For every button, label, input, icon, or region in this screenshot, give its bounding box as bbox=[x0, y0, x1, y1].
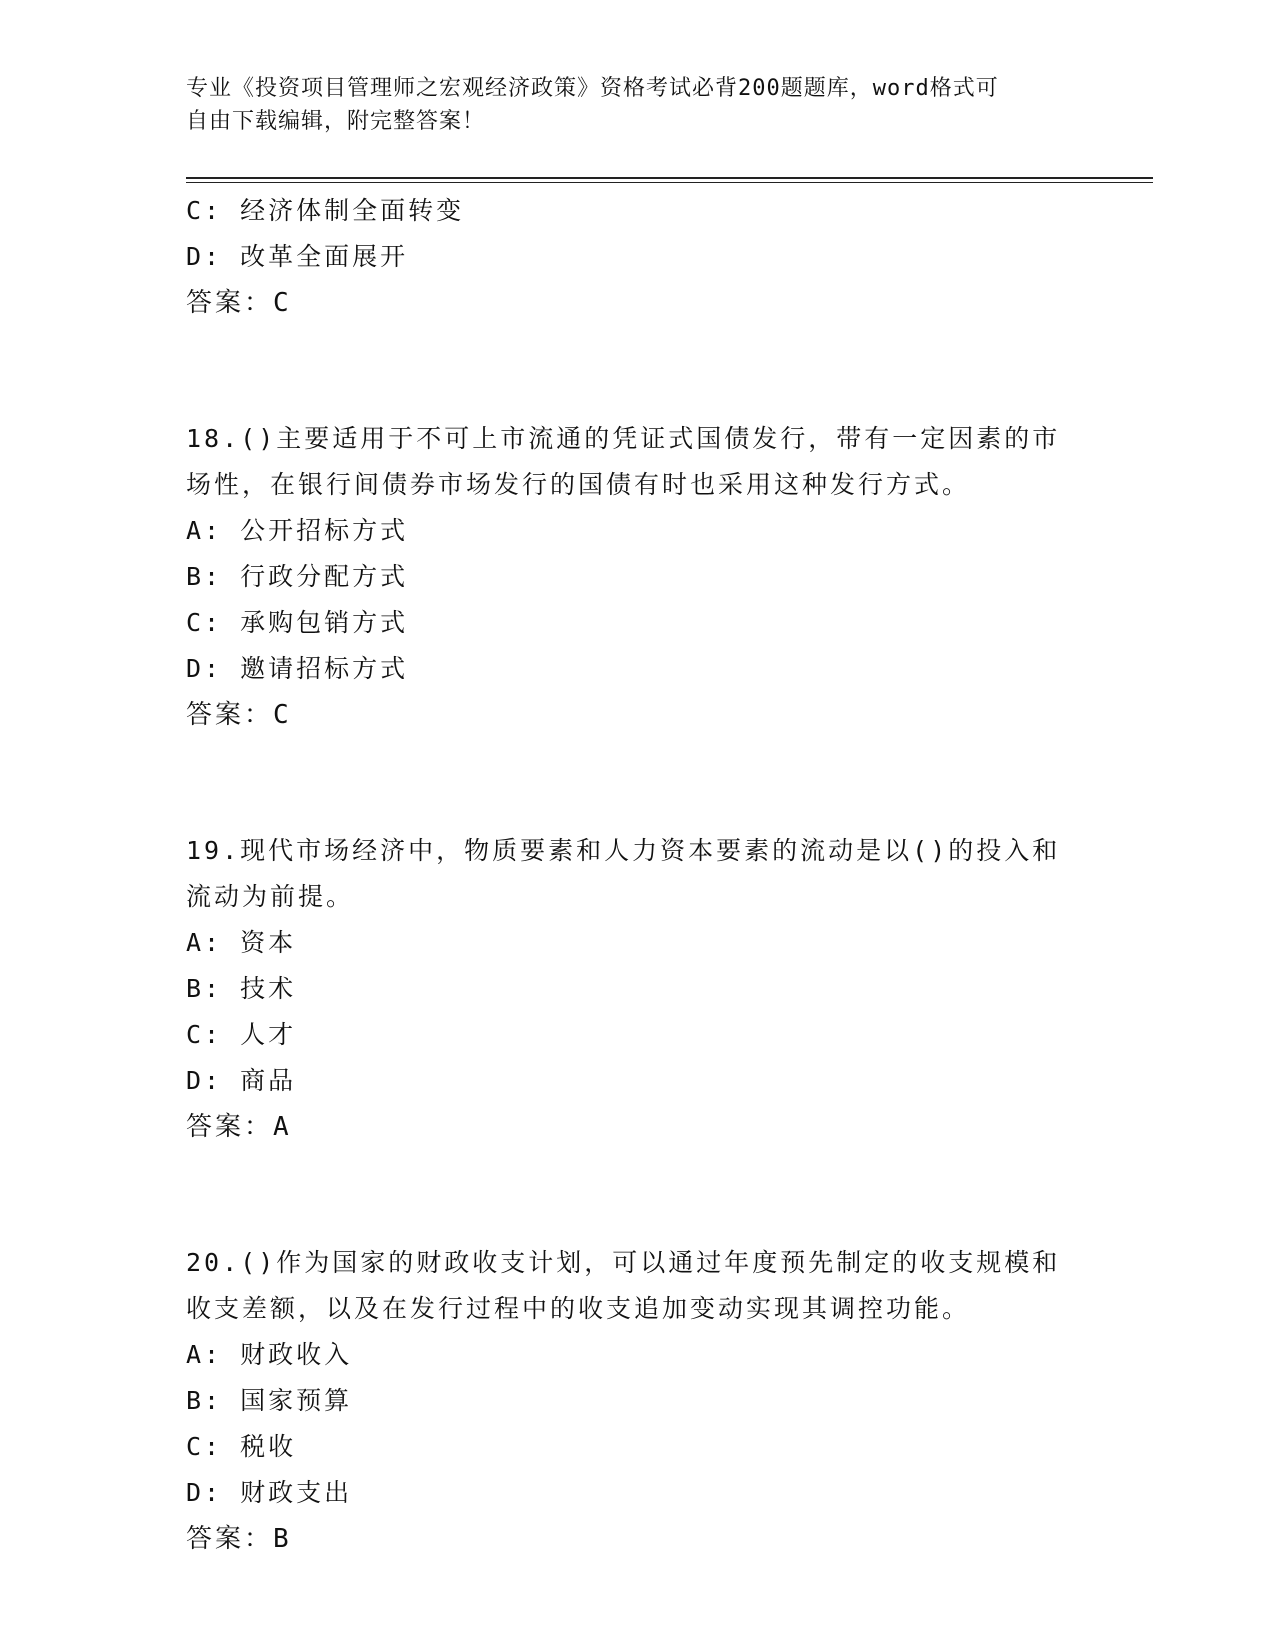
option-b: B: 技术 bbox=[186, 974, 297, 1003]
option-d: D: 邀请招标方式 bbox=[186, 654, 409, 683]
option-b: B: 国家预算 bbox=[186, 1386, 353, 1415]
question-text-line-2: 流动为前提。 bbox=[186, 882, 355, 911]
question-text-line-1: 18.()主要适用于不可上市流通的凭证式国债发行，带有一定因素的市 bbox=[186, 424, 1061, 453]
option-d: D: 改革全面展开 bbox=[186, 242, 409, 271]
option-a: A: 财政收入 bbox=[186, 1340, 353, 1369]
option-c: C: 人才 bbox=[186, 1020, 297, 1049]
previous-question-tail bbox=[186, 188, 1086, 326]
header-title-line-2: 自由下载编辑，附完整答案！ bbox=[186, 109, 486, 134]
answer-label: 答案：C bbox=[186, 700, 292, 730]
option-a: A: 资本 bbox=[186, 928, 297, 957]
question-text-line-1: 19.现代市场经济中，物质要素和人力资本要素的流动是以()的投入和 bbox=[186, 836, 1061, 865]
option-c: C: 税收 bbox=[186, 1432, 297, 1461]
question-list bbox=[186, 188, 1086, 1562]
option-d: D: 财政支出 bbox=[186, 1478, 353, 1507]
header-rule-thin bbox=[186, 182, 1153, 183]
question-18 bbox=[186, 416, 1086, 738]
question-text-line-2: 场性，在银行间债券市场发行的国债有时也采用这种发行方式。 bbox=[186, 470, 971, 499]
option-b: B: 行政分配方式 bbox=[186, 562, 409, 591]
option-c: C: 经济体制全面转变 bbox=[186, 196, 465, 225]
option-a: A: 公开招标方式 bbox=[186, 516, 409, 545]
question-text-line-1: 20.()作为国家的财政收支计划，可以通过年度预先制定的收支规模和 bbox=[186, 1248, 1061, 1277]
header-title-line-1: 专业《投资项目管理师之宏观经济政策》资格考试必背200题题库，word格式可 bbox=[186, 76, 999, 101]
option-c: C: 承购包销方式 bbox=[186, 608, 409, 637]
document-header bbox=[186, 72, 1066, 138]
answer-label: 答案：A bbox=[186, 1112, 292, 1142]
question-19 bbox=[186, 828, 1086, 1150]
answer-label: 答案：B bbox=[186, 1524, 292, 1554]
header-rule-thick bbox=[186, 177, 1153, 179]
answer-label: 答案：C bbox=[186, 288, 292, 318]
option-d: D: 商品 bbox=[186, 1066, 297, 1095]
question-text-line-2: 收支差额，以及在发行过程中的收支追加变动实现其调控功能。 bbox=[186, 1294, 971, 1323]
question-20 bbox=[186, 1240, 1086, 1562]
